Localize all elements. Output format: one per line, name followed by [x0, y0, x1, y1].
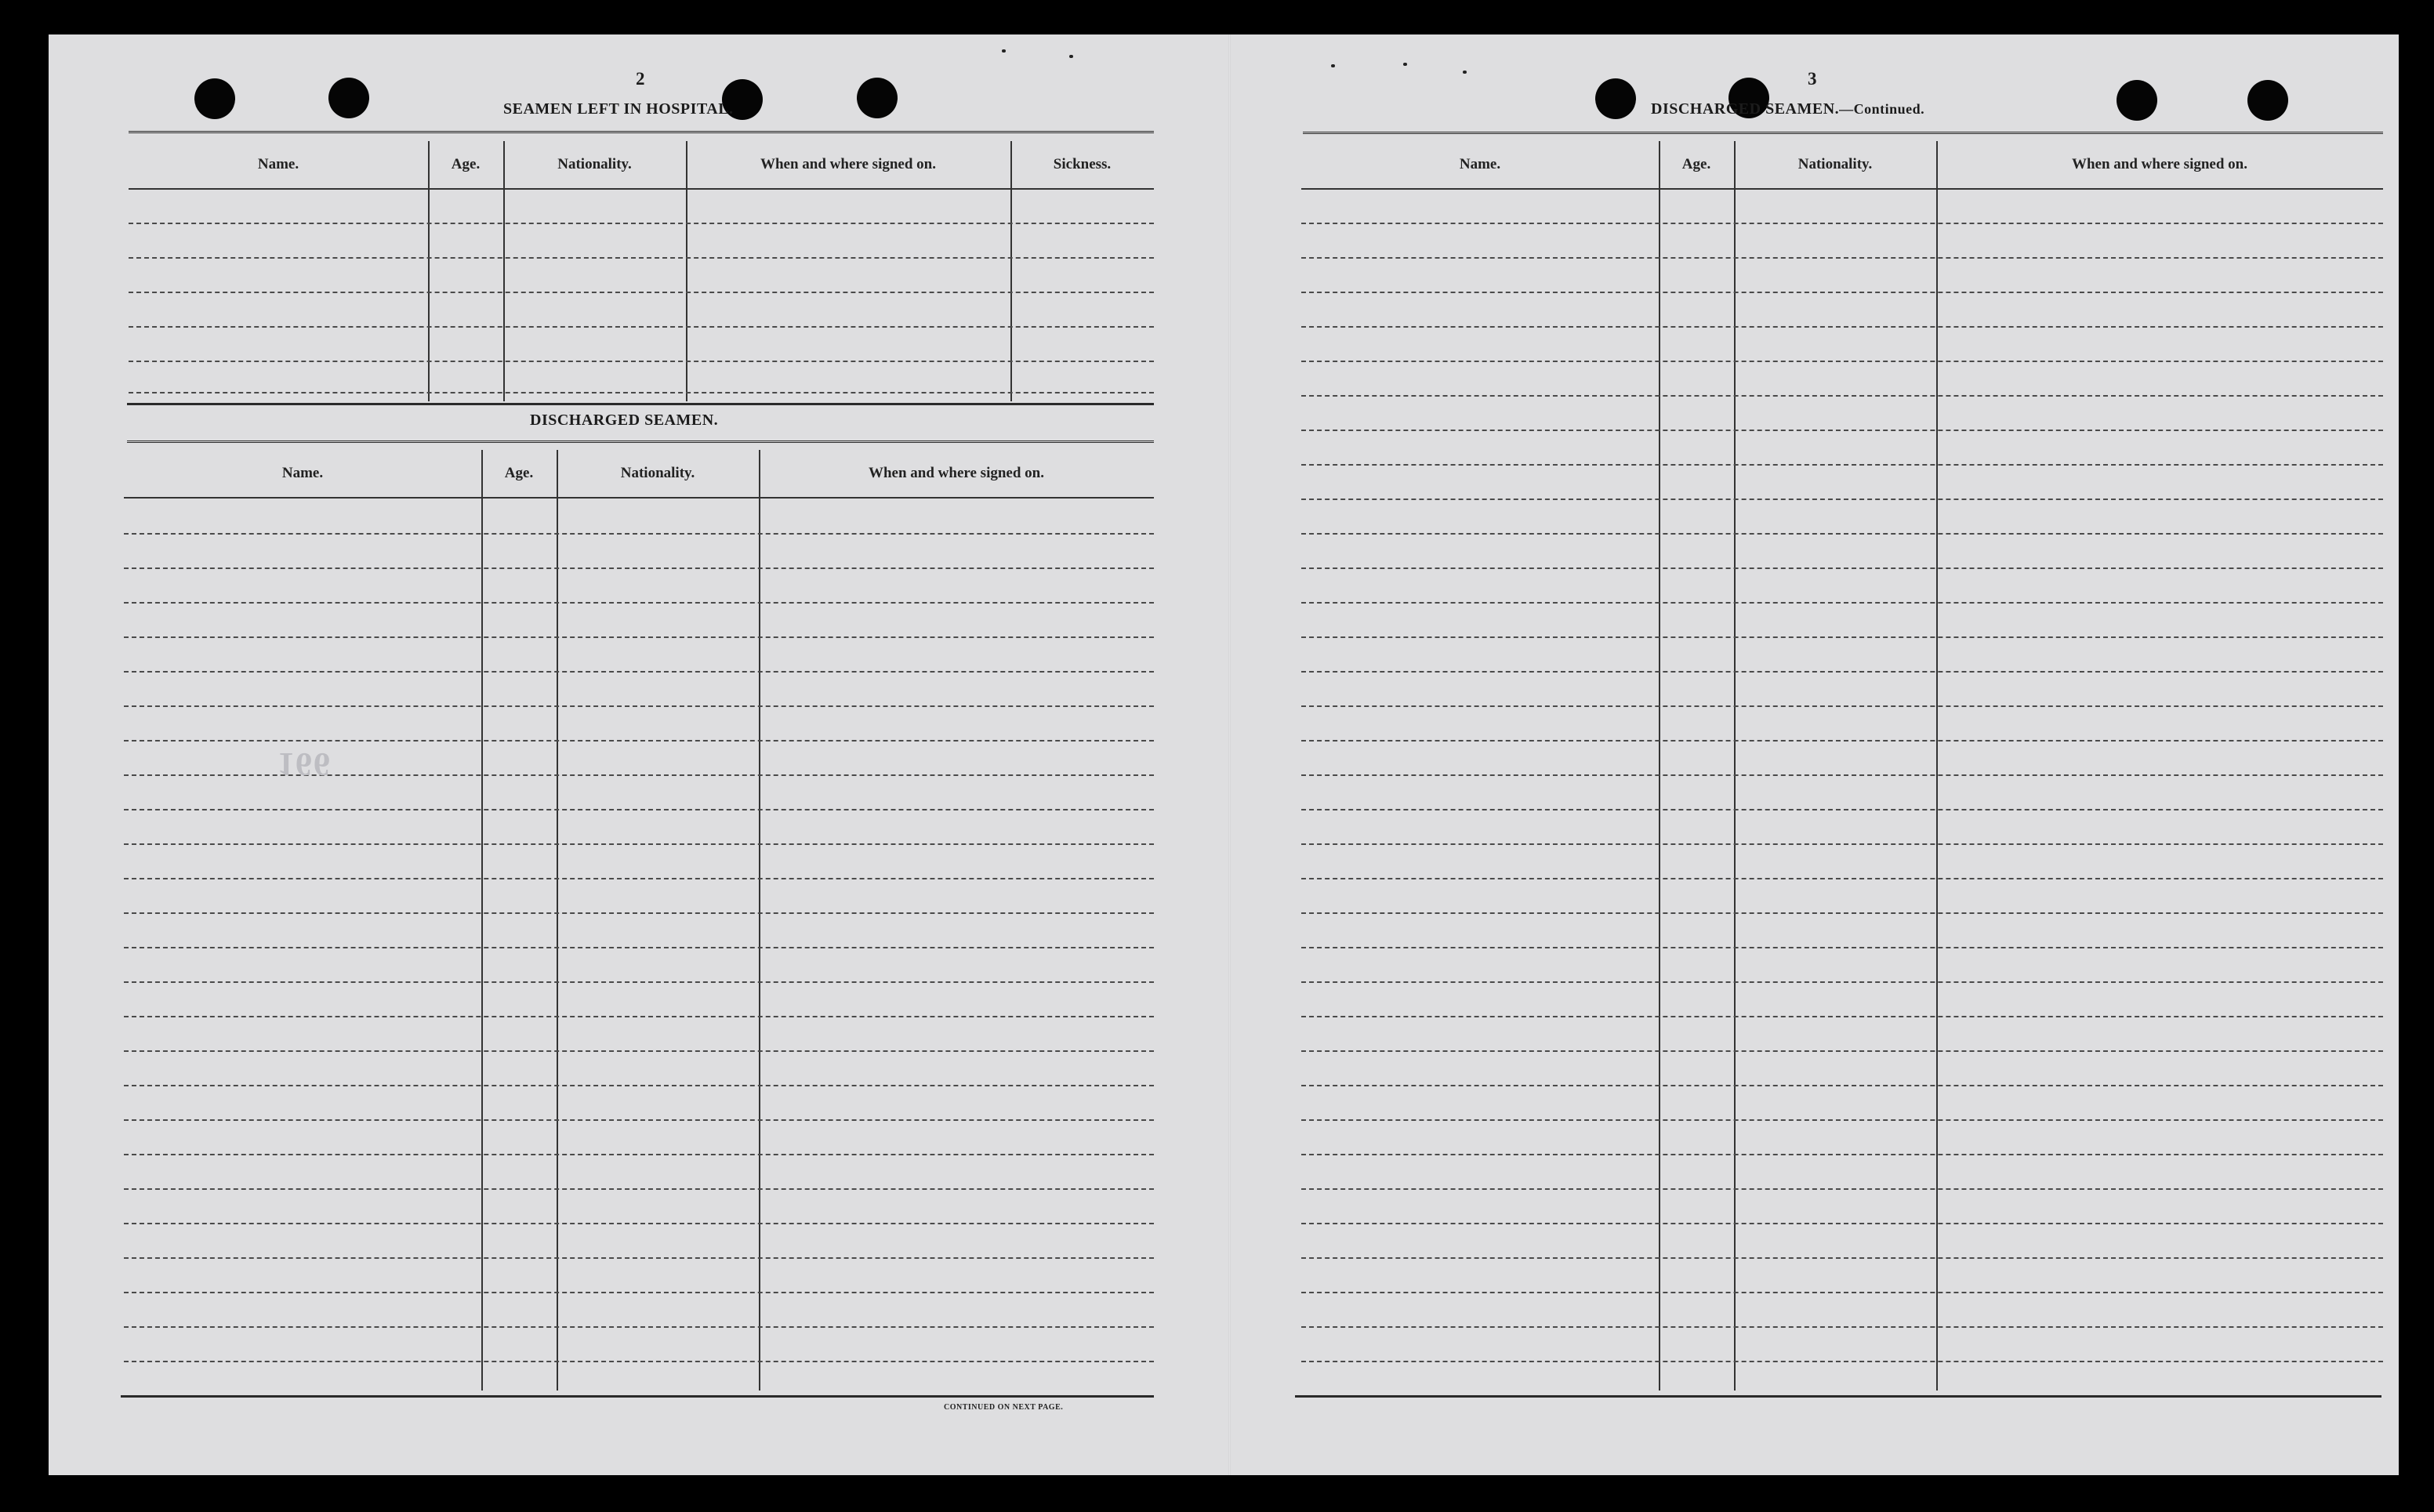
entry-line [1301, 395, 2383, 397]
column-header-name: Name. [1459, 156, 1501, 172]
column-divider [503, 141, 505, 401]
entry-line [124, 705, 1154, 707]
column-header-nationality: Nationality. [1797, 156, 1873, 172]
entry-line [1301, 705, 2383, 707]
entry-line [124, 1016, 1154, 1017]
discharged-table-header [124, 450, 1154, 499]
entry-line [129, 326, 1154, 328]
entry-line [124, 1154, 1154, 1155]
discharged-continued-table [1301, 141, 2383, 1391]
title-main: DISCHARGED SEAMEN. [1651, 100, 1840, 118]
ink-speck [1002, 49, 1006, 53]
column-divider [428, 141, 430, 401]
faded-stamp: 166 [277, 745, 332, 781]
punch-hole [2117, 80, 2157, 121]
entry-line [1301, 671, 2383, 673]
entry-line [1301, 1050, 2383, 1052]
hospital-table [129, 141, 1154, 401]
entry-line [124, 1085, 1154, 1086]
entry-line [1301, 464, 2383, 466]
hospital-section-title: SEAMEN LEFT IN HOSPITAL. [503, 100, 734, 118]
column-divider [557, 450, 558, 1391]
entry-line [124, 912, 1154, 914]
entry-line [124, 602, 1154, 604]
entry-line [1301, 981, 2383, 983]
entry-line [1301, 361, 2383, 362]
entry-line [1301, 1292, 2383, 1293]
entry-line [1301, 1361, 2383, 1362]
entry-line [1301, 1016, 2383, 1017]
entry-line [1301, 326, 2383, 328]
hospital-table-header [129, 141, 1154, 190]
entry-line [124, 671, 1154, 673]
entry-line [124, 1292, 1154, 1293]
entry-line [129, 361, 1154, 362]
entry-line [124, 1050, 1154, 1052]
page-fold [1228, 34, 1231, 1475]
entry-line [124, 809, 1154, 810]
continued-note: CONTINUED ON NEXT PAGE. [944, 1403, 1064, 1412]
column-divider [1659, 141, 1660, 1391]
entry-line [124, 1119, 1154, 1121]
entry-line [1301, 567, 2383, 569]
discharged-top-rule [127, 441, 1154, 445]
entry-line [124, 567, 1154, 569]
ink-speck [1331, 64, 1335, 67]
entry-line [1301, 912, 2383, 914]
title-suffix: —Continued. [1839, 101, 1925, 117]
punch-hole [2247, 80, 2288, 121]
continued-table-header [1301, 141, 2383, 190]
column-header-nationality: Nationality. [557, 156, 632, 172]
column-divider [686, 141, 687, 401]
entry-line [124, 843, 1154, 845]
entry-line [1301, 1257, 2383, 1259]
column-divider [1010, 141, 1012, 401]
column-header-signed-on: When and where signed on. [2071, 156, 2247, 172]
entry-line [1301, 878, 2383, 879]
entry-line [1301, 1223, 2383, 1224]
document-sheet [49, 34, 2399, 1475]
entry-line [1301, 1326, 2383, 1328]
entry-line [124, 533, 1154, 535]
entry-line [129, 292, 1154, 293]
column-header-signed-on: When and where signed on. [760, 156, 936, 172]
column-divider [481, 450, 483, 1391]
column-header-name: Name. [257, 156, 299, 172]
entry-line [124, 636, 1154, 638]
entry-line [1301, 602, 2383, 604]
entry-line [1301, 809, 2383, 810]
column-header-age: Age. [451, 156, 481, 172]
entry-line [1301, 430, 2383, 431]
ink-speck [1069, 55, 1073, 58]
entry-line [1301, 257, 2383, 259]
entry-line [1301, 1154, 2383, 1155]
entry-line [1301, 223, 2383, 224]
column-divider [1936, 141, 1938, 1391]
entry-line [1301, 774, 2383, 776]
entry-line [129, 223, 1154, 224]
column-header-signed-on: When and where signed on. [868, 465, 1044, 481]
entry-line [1301, 1188, 2383, 1190]
entry-line [124, 1361, 1154, 1362]
entry-line [124, 981, 1154, 983]
column-header-sickness: Sickness. [1053, 156, 1112, 172]
column-divider [1734, 141, 1736, 1391]
entry-line [124, 1188, 1154, 1190]
column-header-age: Age. [1681, 156, 1711, 172]
top-rule-right [1303, 132, 2383, 136]
entry-line [124, 878, 1154, 879]
punch-hole [328, 78, 369, 118]
column-header-name: Name. [281, 465, 324, 481]
punch-hole [1595, 78, 1636, 119]
ink-speck [1463, 71, 1467, 74]
discharged-table [124, 450, 1154, 1391]
punch-hole [194, 78, 235, 119]
entry-line [129, 392, 1154, 393]
entry-line [1301, 1085, 2383, 1086]
page-number-left: 2 [636, 69, 645, 89]
page-number-right: 3 [1808, 69, 1817, 89]
entry-line [1301, 1119, 2383, 1121]
entry-line [124, 1326, 1154, 1328]
discharged-section-title: DISCHARGED SEAMEN. [530, 412, 719, 429]
entry-line [129, 257, 1154, 259]
discharged-bottom-rule [121, 1395, 1154, 1398]
discharged-continued-title [1651, 100, 1924, 118]
entry-line [1301, 533, 2383, 535]
entry-line [1301, 636, 2383, 638]
entry-line [1301, 843, 2383, 845]
continued-bottom-rule [1295, 1395, 2381, 1398]
column-header-age: Age. [504, 465, 534, 481]
entry-line [124, 740, 1154, 741]
entry-line [1301, 947, 2383, 948]
ink-speck [1403, 63, 1407, 66]
entry-line [124, 1223, 1154, 1224]
entry-line [1301, 740, 2383, 741]
punch-hole [857, 78, 898, 118]
hospital-bottom-rule [127, 403, 1154, 405]
column-header-nationality: Nationality. [620, 465, 695, 481]
entry-line [124, 947, 1154, 948]
top-rule-left [129, 131, 1154, 136]
entry-line [1301, 292, 2383, 293]
entry-line [124, 1257, 1154, 1259]
entry-line [1301, 499, 2383, 500]
column-divider [759, 450, 760, 1391]
